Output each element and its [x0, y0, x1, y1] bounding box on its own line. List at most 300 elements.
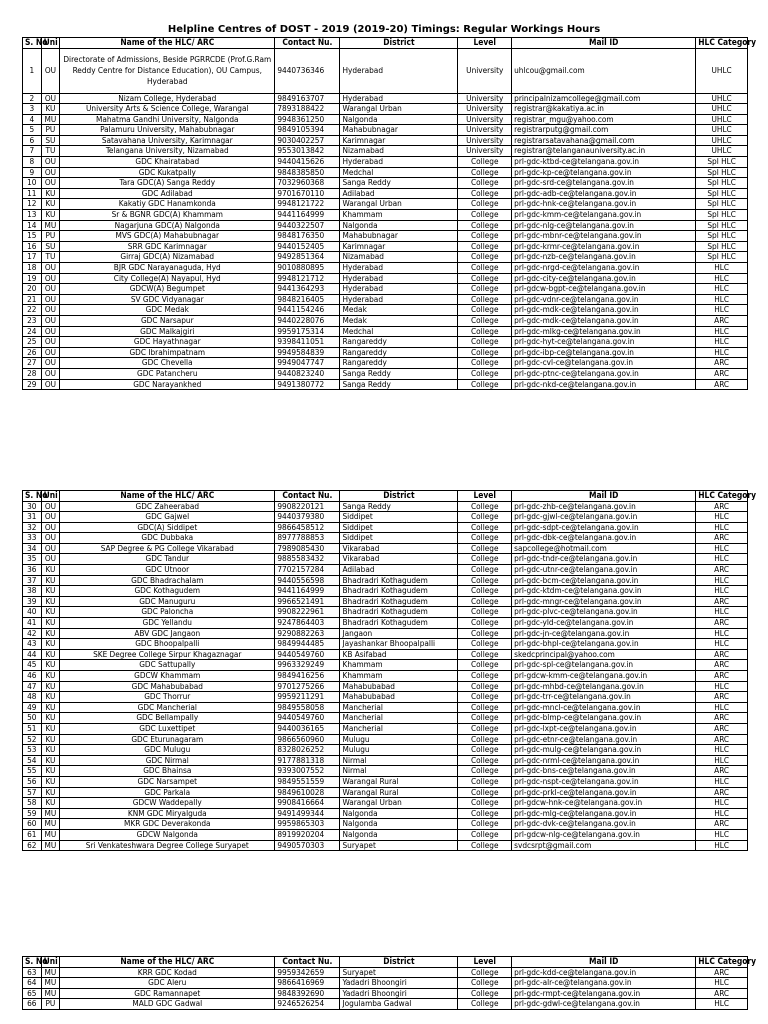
col-category-cell: UHLC: [696, 104, 748, 115]
col-category-cell: ARC: [696, 766, 748, 777]
table-row: [23, 358, 748, 369]
col-uni-cell: KU: [41, 575, 60, 586]
col-contact-cell: 9948121712: [275, 273, 340, 284]
header-col-category: HLC Category: [696, 38, 748, 49]
col-category-cell: HLC: [696, 755, 748, 766]
col-mail-cell: prl-gdc-mlg-ce@telangana.gov.in: [512, 808, 696, 819]
col-category-cell: HLC: [696, 999, 748, 1010]
col-level-cell: College: [458, 639, 512, 650]
col-name-cell: GDC Manuguru: [60, 596, 275, 607]
col-uni-cell: KU: [41, 766, 60, 777]
col-name-cell: ABV GDC Jangaon: [60, 628, 275, 639]
col-name-cell: GDC Narayankhed: [60, 379, 275, 390]
table-row: [23, 522, 748, 533]
col-level-cell: College: [458, 157, 512, 168]
col-uni-cell: KU: [41, 713, 60, 724]
col-uni-cell: KU: [41, 586, 60, 597]
col-name-cell: SV GDC Vidyanagar: [60, 294, 275, 305]
table-row: [23, 723, 748, 734]
col-district-cell: Hyderabad: [340, 263, 458, 274]
document-title: Helpline Centres of DOST - 2019 (2019-20) Timings: Regular Workings Hours: [167, 24, 601, 35]
col-level-cell: University: [458, 48, 512, 93]
col-uni-cell: KU: [41, 702, 60, 713]
col-contact-cell: 9959865303: [275, 819, 340, 830]
col-sno-cell: 29: [23, 379, 42, 390]
col-name-cell: GDC Narsapur: [60, 315, 275, 326]
header-col-uni: Uni: [41, 491, 60, 502]
col-uni-cell: OU: [41, 294, 60, 305]
col-level-cell: College: [458, 522, 512, 533]
col-mail-cell: uhlcou@gmail.com: [512, 48, 696, 93]
col-category-cell: Spl HLC: [696, 231, 748, 242]
col-name-cell: KRR GDC Kodad: [60, 967, 275, 978]
col-sno-cell: 52: [23, 734, 42, 745]
col-uni-cell: OU: [41, 263, 60, 274]
col-uni-cell: OU: [41, 501, 60, 512]
col-sno-cell: 37: [23, 575, 42, 586]
col-level-cell: College: [458, 241, 512, 252]
col-category-cell: HLC: [696, 681, 748, 692]
col-district-cell: Sanga Reddy: [340, 379, 458, 390]
col-contact-cell: 9398411051: [275, 337, 340, 348]
col-contact-cell: 9866560960: [275, 734, 340, 745]
table-row: [23, 840, 748, 851]
col-category-cell: ARC: [696, 596, 748, 607]
col-contact-cell: 9440415626: [275, 157, 340, 168]
col-uni-cell: KU: [41, 798, 60, 809]
col-mail-cell: prl-gdcw-kmm-ce@telangana.gov.in: [512, 671, 696, 682]
col-name-cell: GDC Dubbaka: [60, 533, 275, 544]
table-row: [23, 787, 748, 798]
col-mail-cell: prl-gdc-zhb-ce@telangana.gov.in: [512, 501, 696, 512]
col-uni-cell: OU: [41, 48, 60, 93]
col-district-cell: Hyderabad: [340, 93, 458, 104]
col-category-cell: HLC: [696, 829, 748, 840]
col-name-cell: GDC Bhainsa: [60, 766, 275, 777]
col-mail-cell: prl-gdc-alr-ce@telangana.gov.in: [512, 978, 696, 989]
col-category-cell: HLC: [696, 628, 748, 639]
col-sno-cell: 53: [23, 745, 42, 756]
col-sno-cell: 36: [23, 565, 42, 576]
col-district-cell: Yadadri Bhoongiri: [340, 988, 458, 999]
col-mail-cell: prl-gdc-nspt-ce@telangana.gov.in: [512, 776, 696, 787]
col-level-cell: College: [458, 776, 512, 787]
col-uni-cell: KU: [41, 692, 60, 703]
col-mail-cell: prl-gdc-mhbd-ce@telangana.gov.in: [512, 681, 696, 692]
col-category-cell: HLC: [696, 745, 748, 756]
col-uni-cell: KU: [41, 104, 60, 115]
table-row: [23, 575, 748, 586]
col-name-cell: GDC Utnoor: [60, 565, 275, 576]
col-uni-cell: TU: [41, 146, 60, 157]
col-category-cell: HLC: [696, 607, 748, 618]
col-mail-cell: prl-gdc-prkl-ce@telangana.gov.in: [512, 787, 696, 798]
col-sno-cell: 63: [23, 967, 42, 978]
col-level-cell: College: [458, 586, 512, 597]
col-district-cell: Khammam: [340, 210, 458, 221]
col-category-cell: HLC: [696, 263, 748, 274]
col-contact-cell: 9440549760: [275, 649, 340, 660]
col-uni-cell: OU: [41, 554, 60, 565]
col-mail-cell: prl-gdc-vdnr-ce@telangana.gov.in: [512, 294, 696, 305]
table-row: [23, 776, 748, 787]
col-name-cell: GDC Mulugu: [60, 745, 275, 756]
col-contact-cell: 9963329249: [275, 660, 340, 671]
col-district-cell: Hyderabad: [340, 157, 458, 168]
col-sno-cell: 19: [23, 273, 42, 284]
col-mail-cell: prl-gdc-mngr-ce@telangana.gov.in: [512, 596, 696, 607]
table-row: [23, 188, 748, 199]
col-category-cell: HLC: [696, 639, 748, 650]
col-sno-cell: 9: [23, 167, 42, 178]
col-category-cell: ARC: [696, 723, 748, 734]
col-mail-cell: registrar@telanganauniversity.ac.in: [512, 146, 696, 157]
col-district-cell: Warangal Urban: [340, 798, 458, 809]
col-name-cell: Girraj GDC(A) Nizamabad: [60, 252, 275, 263]
col-mail-cell: prl-gdc-srd-ce@telangana.gov.in: [512, 178, 696, 189]
col-level-cell: College: [458, 199, 512, 210]
col-category-cell: HLC: [696, 294, 748, 305]
col-contact-cell: 9849105394: [275, 125, 340, 136]
col-uni-cell: KU: [41, 596, 60, 607]
col-sno-cell: 64: [23, 978, 42, 989]
col-level-cell: College: [458, 596, 512, 607]
col-district-cell: Sanga Reddy: [340, 501, 458, 512]
col-name-cell: GDC Malkajgiri: [60, 326, 275, 337]
col-sno-cell: 66: [23, 999, 42, 1010]
col-district-cell: Bhadradri Kothagudem: [340, 618, 458, 629]
col-mail-cell: prl-gdc-spl-ce@telangana.gov.in: [512, 660, 696, 671]
col-sno-cell: 8: [23, 157, 42, 168]
col-contact-cell: 9490570303: [275, 840, 340, 851]
col-uni-cell: MU: [41, 819, 60, 830]
col-contact-cell: 7989085430: [275, 543, 340, 554]
col-uni-cell: OU: [41, 284, 60, 295]
col-level-cell: College: [458, 543, 512, 554]
col-level-cell: College: [458, 315, 512, 326]
col-category-cell: ARC: [696, 315, 748, 326]
col-contact-cell: 9290882263: [275, 628, 340, 639]
col-mail-cell: registrar@kakatiya.ac.in: [512, 104, 696, 115]
col-name-cell: GDC Khairatabad: [60, 157, 275, 168]
col-uni-cell: KU: [41, 618, 60, 629]
col-uni-cell: KU: [41, 210, 60, 221]
col-district-cell: Medak: [340, 315, 458, 326]
table-row: [23, 999, 748, 1010]
table-row: [23, 967, 748, 978]
col-district-cell: Mancherial: [340, 702, 458, 713]
col-level-cell: College: [458, 649, 512, 660]
col-sno-cell: 44: [23, 649, 42, 660]
col-name-cell: GDC Nirmal: [60, 755, 275, 766]
col-name-cell: GDC Mancherial: [60, 702, 275, 713]
col-mail-cell: prl-gdc-cvl-ce@telangana.gov.in: [512, 358, 696, 369]
col-mail-cell: prl-gdc-dvk-ce@telangana.gov.in: [512, 819, 696, 830]
col-mail-cell: prl-gdc-mdk-ce@telangana.gov.in: [512, 315, 696, 326]
col-category-cell: HLC: [696, 840, 748, 851]
header-row: [23, 38, 748, 49]
col-mail-cell: prl-gdc-nrml-ce@telangana.gov.in: [512, 755, 696, 766]
col-mail-cell: prl-gdc-gjwl-ce@telangana.gov.in: [512, 512, 696, 523]
col-contact-cell: 9848385850: [275, 167, 340, 178]
table-row: [23, 337, 748, 348]
col-mail-cell: prl-gdcw-nlg-ce@telangana.gov.in: [512, 829, 696, 840]
col-uni-cell: MU: [41, 220, 60, 231]
col-uni-cell: SU: [41, 135, 60, 146]
table-row: [23, 671, 748, 682]
col-name-cell: GDC Parkala: [60, 787, 275, 798]
col-contact-cell: 9908416664: [275, 798, 340, 809]
col-mail-cell: prl-gdc-lxpt-ce@telangana.gov.in: [512, 723, 696, 734]
table-row: [23, 808, 748, 819]
col-name-cell: GDC Tandur: [60, 554, 275, 565]
col-uni-cell: MU: [41, 840, 60, 851]
table-row: [23, 284, 748, 295]
col-sno-cell: 2: [23, 93, 42, 104]
col-uni-cell: OU: [41, 512, 60, 523]
col-name-cell: GDC Hayathnagar: [60, 337, 275, 348]
col-name-cell: Nagarjuna GDC(A) Nalgonda: [60, 220, 275, 231]
col-name-cell: GDC Chevella: [60, 358, 275, 369]
col-category-cell: HLC: [696, 337, 748, 348]
table-row: [23, 618, 748, 629]
col-sno-cell: 28: [23, 368, 42, 379]
col-level-cell: College: [458, 671, 512, 682]
col-level-cell: College: [458, 840, 512, 851]
col-sno-cell: 42: [23, 628, 42, 639]
col-category-cell: ARC: [696, 501, 748, 512]
col-contact-cell: 9491499344: [275, 808, 340, 819]
col-district-cell: Warangal Rural: [340, 776, 458, 787]
col-contact-cell: 9908220121: [275, 501, 340, 512]
col-level-cell: College: [458, 231, 512, 242]
col-district-cell: Mahabubabad: [340, 681, 458, 692]
col-category-cell: ARC: [696, 734, 748, 745]
header-col-level: Level: [458, 38, 512, 49]
col-category-cell: Spl HLC: [696, 199, 748, 210]
table-row: [23, 649, 748, 660]
col-category-cell: HLC: [696, 586, 748, 597]
header-col-contact: Contact Nu.: [275, 957, 340, 968]
col-mail-cell: prl-gdc-gdwl-ce@telangana.gov.in: [512, 999, 696, 1010]
col-sno-cell: 54: [23, 755, 42, 766]
col-name-cell: Directorate of Admissions, Beside PGRRCDE (Prof.G.Ram Reddy Centre for Distance Education), OU Campus, Hyderabad: [60, 48, 275, 93]
col-category-cell: Spl HLC: [696, 210, 748, 221]
col-name-cell: GDC Gajwel: [60, 512, 275, 523]
col-category-cell: HLC: [696, 978, 748, 989]
col-contact-cell: 9848176350: [275, 231, 340, 242]
col-district-cell: Hyderabad: [340, 294, 458, 305]
col-district-cell: Mulugu: [340, 745, 458, 756]
table-row: [23, 639, 748, 650]
col-mail-cell: prl-gdc-trr-ce@telangana.gov.in: [512, 692, 696, 703]
table-row: [23, 819, 748, 830]
col-name-cell: Sr & BGNR GDC(A) Khammam: [60, 210, 275, 221]
table-row: [23, 231, 748, 242]
col-category-cell: HLC: [696, 554, 748, 565]
col-name-cell: Nizam College, Hyderabad: [60, 93, 275, 104]
col-mail-cell: prl-gdc-plvc-ce@telangana.gov.in: [512, 607, 696, 618]
col-contact-cell: 7032960368: [275, 178, 340, 189]
table-row: [23, 178, 748, 189]
col-sno-cell: 7: [23, 146, 42, 157]
col-district-cell: Bhadradri Kothagudem: [340, 586, 458, 597]
col-category-cell: HLC: [696, 284, 748, 295]
table-row: [23, 263, 748, 274]
col-contact-cell: 8328026252: [275, 745, 340, 756]
col-level-cell: College: [458, 755, 512, 766]
col-name-cell: GDC Kukatpally: [60, 167, 275, 178]
col-name-cell: Mahatma Gandhi University, Nalgonda: [60, 114, 275, 125]
col-district-cell: KB Asifabad: [340, 649, 458, 660]
col-contact-cell: 9441364293: [275, 284, 340, 295]
col-district-cell: Karimnagar: [340, 135, 458, 146]
col-uni-cell: OU: [41, 358, 60, 369]
col-district-cell: Nizamabad: [340, 252, 458, 263]
col-contact-cell: 9440556598: [275, 575, 340, 586]
col-mail-cell: prl-gdc-nlg-ce@telangana.gov.in: [512, 220, 696, 231]
col-district-cell: Jogulamba Gadwal: [340, 999, 458, 1010]
col-name-cell: GDC Paloncha: [60, 607, 275, 618]
col-level-cell: College: [458, 702, 512, 713]
col-contact-cell: 9848392690: [275, 988, 340, 999]
col-district-cell: Warangal Urban: [340, 199, 458, 210]
col-contact-cell: 9553013842: [275, 146, 340, 157]
table-row: [23, 586, 748, 597]
col-name-cell: GDC Zaheerabad: [60, 501, 275, 512]
col-uni-cell: OU: [41, 178, 60, 189]
helpline-table-2: [22, 490, 757, 851]
col-name-cell: SKE Degree College Sirpur Khagaznagar: [60, 649, 275, 660]
col-name-cell: BJR GDC Narayanaguda, Hyd: [60, 263, 275, 274]
col-level-cell: College: [458, 681, 512, 692]
col-contact-cell: 9849610028: [275, 787, 340, 798]
table-row: [23, 702, 748, 713]
col-sno-cell: 65: [23, 988, 42, 999]
col-name-cell: GDC(A) Siddipet: [60, 522, 275, 533]
col-mail-cell: prl-gdc-sdpt-ce@telangana.gov.in: [512, 522, 696, 533]
col-level-cell: College: [458, 787, 512, 798]
header-col-level: Level: [458, 491, 512, 502]
col-sno-cell: 55: [23, 766, 42, 777]
col-name-cell: Sri Venkateshwara Degree College Suryapet: [60, 840, 275, 851]
col-category-cell: HLC: [696, 702, 748, 713]
col-level-cell: College: [458, 379, 512, 390]
col-category-cell: ARC: [696, 649, 748, 660]
col-sno-cell: 32: [23, 522, 42, 533]
col-uni-cell: KU: [41, 745, 60, 756]
col-level-cell: College: [458, 358, 512, 369]
helpline-table-1: [22, 37, 757, 390]
col-level-cell: College: [458, 273, 512, 284]
col-sno-cell: 39: [23, 596, 42, 607]
col-district-cell: Siddipet: [340, 512, 458, 523]
header-col-contact: Contact Nu.: [275, 38, 340, 49]
col-mail-cell: prl-gdc-ktbd-ce@telangana.gov.in: [512, 157, 696, 168]
col-level-cell: College: [458, 798, 512, 809]
col-district-cell: Bhadradri Kothagudem: [340, 575, 458, 586]
col-category-cell: ARC: [696, 692, 748, 703]
col-contact-cell: 9849163707: [275, 93, 340, 104]
col-mail-cell: prl-gdc-rmpt-ce@telangana.gov.in: [512, 988, 696, 999]
col-sno-cell: 40: [23, 607, 42, 618]
col-level-cell: University: [458, 135, 512, 146]
col-name-cell: University Arts & Science College, Warangal: [60, 104, 275, 115]
col-district-cell: Rangareddy: [340, 337, 458, 348]
col-name-cell: GDC Ibrahimpatnam: [60, 347, 275, 358]
col-category-cell: UHLC: [696, 114, 748, 125]
table-row: [23, 315, 748, 326]
col-category-cell: HLC: [696, 776, 748, 787]
table-row: [23, 660, 748, 671]
table-row: [23, 829, 748, 840]
col-name-cell: GDC Thorrur: [60, 692, 275, 703]
col-name-cell: MVS GDC(A) Mahabubnagar: [60, 231, 275, 242]
table-row: [23, 681, 748, 692]
col-level-cell: College: [458, 368, 512, 379]
col-level-cell: College: [458, 692, 512, 703]
table-row: [23, 326, 748, 337]
col-district-cell: Nirmal: [340, 766, 458, 777]
helpline-table-3: [22, 956, 757, 1010]
table-row: [23, 146, 748, 157]
col-sno-cell: 57: [23, 787, 42, 798]
col-uni-cell: MU: [41, 978, 60, 989]
col-category-cell: Spl HLC: [696, 178, 748, 189]
col-contact-cell: 9866458512: [275, 522, 340, 533]
table-row: [23, 978, 748, 989]
col-contact-cell: 9849558058: [275, 702, 340, 713]
header-col-category: HLC Category: [696, 957, 748, 968]
table-row: [23, 596, 748, 607]
col-district-cell: Nalgonda: [340, 819, 458, 830]
col-mail-cell: prl-gdcw-bgpt-ce@telangana.gov.in: [512, 284, 696, 295]
col-mail-cell: prl-gdc-krmr-ce@telangana.gov.in: [512, 241, 696, 252]
col-level-cell: College: [458, 660, 512, 671]
table-row: [23, 692, 748, 703]
col-district-cell: Hyderabad: [340, 284, 458, 295]
col-name-cell: GDC Kothagudem: [60, 586, 275, 597]
table-row: [23, 379, 748, 390]
col-sno-cell: 49: [23, 702, 42, 713]
col-contact-cell: 9440736346: [275, 48, 340, 93]
col-contact-cell: 7702157284: [275, 565, 340, 576]
col-category-cell: ARC: [696, 671, 748, 682]
col-level-cell: University: [458, 93, 512, 104]
col-district-cell: Mancherial: [340, 723, 458, 734]
col-sno-cell: 5: [23, 125, 42, 136]
col-sno-cell: 17: [23, 252, 42, 263]
col-district-cell: Suryapet: [340, 967, 458, 978]
col-uni-cell: MU: [41, 967, 60, 978]
col-mail-cell: prl-gdc-jn-ce@telangana.gov.in: [512, 628, 696, 639]
col-mail-cell: prl-gdc-yld-ce@telangana.gov.in: [512, 618, 696, 629]
col-name-cell: City College(A) Nayapul, Hyd: [60, 273, 275, 284]
col-mail-cell: prl-gdc-blmp-ce@telangana.gov.in: [512, 713, 696, 724]
col-category-cell: ARC: [696, 660, 748, 671]
col-level-cell: College: [458, 978, 512, 989]
col-uni-cell: KU: [41, 565, 60, 576]
col-level-cell: College: [458, 554, 512, 565]
table-row: [23, 104, 748, 115]
col-sno-cell: 11: [23, 188, 42, 199]
col-sno-cell: 24: [23, 326, 42, 337]
col-district-cell: Siddipet: [340, 522, 458, 533]
col-sno-cell: 58: [23, 798, 42, 809]
col-mail-cell: registrarputg@gmail.com: [512, 125, 696, 136]
header-col-name: Name of the HLC/ ARC: [60, 38, 275, 49]
col-mail-cell: svdcsrpt@gmail.com: [512, 840, 696, 851]
